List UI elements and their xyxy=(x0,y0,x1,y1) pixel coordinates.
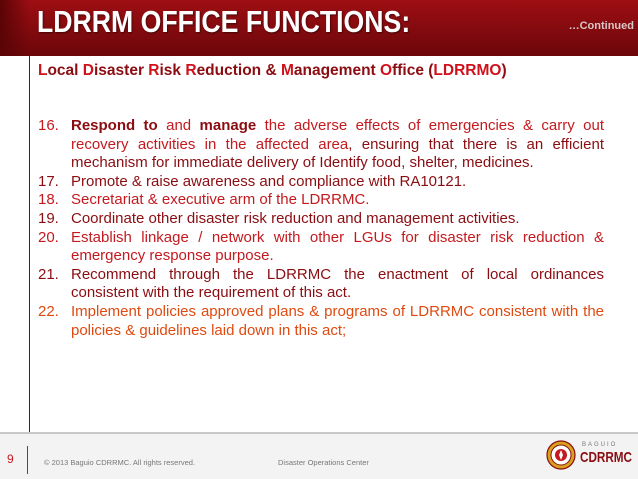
function-item xyxy=(38,229,604,266)
function-text-run: Coordinate other disaster risk reduction and management activities. xyxy=(71,209,520,227)
function-text xyxy=(71,191,604,210)
subtitle-part: LDRRMO xyxy=(433,62,502,79)
function-item xyxy=(38,173,604,192)
slide-title: LDRRM OFFICE FUNCTIONS: xyxy=(37,4,411,39)
function-item xyxy=(38,117,604,173)
subtitle-part: eduction & xyxy=(196,62,281,79)
subtitle-part: isaster xyxy=(94,62,149,79)
function-text-run: Respond to xyxy=(71,117,158,134)
subtitle-part: R xyxy=(148,62,160,79)
subtitle-part: R xyxy=(185,62,197,79)
subtitle-part: L xyxy=(38,62,48,79)
function-text xyxy=(71,173,604,192)
page-number-separator xyxy=(27,446,28,474)
function-number: 18. xyxy=(38,191,59,209)
subtitle-part: anagement xyxy=(293,62,381,79)
function-number: 21. xyxy=(38,265,59,283)
function-text xyxy=(71,117,604,173)
function-text xyxy=(71,303,604,340)
function-text-run: manage xyxy=(199,117,257,134)
function-text xyxy=(71,266,604,303)
copyright-text: © 2013 Baguio CDRRMC. All rights reserved. xyxy=(44,458,196,467)
subtitle-part: isk xyxy=(159,62,186,79)
function-text-run: Secretariat & executive arm of the LDRRMC. xyxy=(71,191,370,209)
function-text-run: Recommend through the LDRRMC the enactment of local ordinances consistent with the requirement of this act. xyxy=(71,265,604,302)
subtitle-part: O xyxy=(380,62,393,79)
office-subtitle xyxy=(38,62,507,80)
left-rule xyxy=(29,56,30,432)
functions-list xyxy=(38,117,604,340)
function-text-run: Promote & raise awareness and compliance with RA10121. xyxy=(71,172,467,190)
function-text xyxy=(71,210,604,229)
subtitle-part: ffice ( xyxy=(392,62,434,79)
page-number: 9 xyxy=(7,452,14,466)
function-text-run: Establish linkage / network with other LGUs for disaster risk reduction & emergency response purpose. xyxy=(71,228,604,265)
subtitle-part: D xyxy=(82,62,94,79)
function-text-run: Implement policies approved plans & programs of LDRRMC consistent with the policies & guidelines laid down in this act; xyxy=(71,302,604,339)
slide-footer xyxy=(0,434,638,479)
function-text xyxy=(71,229,604,266)
function-item xyxy=(38,191,604,210)
function-item xyxy=(38,210,604,229)
function-number: 17. xyxy=(38,172,59,190)
logo-wordmark: CDRRMC xyxy=(580,449,633,466)
logo-top-text: BAGUIO xyxy=(582,442,618,448)
function-text-run: the adverse effects of emergencies & carry out recovery activities in the affected area xyxy=(71,117,604,153)
function-item xyxy=(38,303,604,340)
subtitle-part: ) xyxy=(501,62,507,79)
function-number: 16. xyxy=(38,117,59,134)
function-number: 22. xyxy=(38,302,59,320)
subtitle-part: M xyxy=(280,62,294,79)
function-text-run: and xyxy=(157,117,200,134)
continued-label: …Continued xyxy=(568,20,634,32)
header-shadow xyxy=(0,0,30,56)
footer-center-text: Disaster Operations Center xyxy=(278,458,369,467)
subtitle-part: ocal xyxy=(47,62,83,79)
function-item xyxy=(38,266,604,303)
cdrrmc-seal-icon xyxy=(546,440,576,470)
function-number: 19. xyxy=(38,209,59,227)
function-text-run: , ensuring that there is an efficient mechanism for immediate delivery of Identify food, shelter, medicines. xyxy=(71,135,604,172)
function-number: 20. xyxy=(38,228,59,246)
